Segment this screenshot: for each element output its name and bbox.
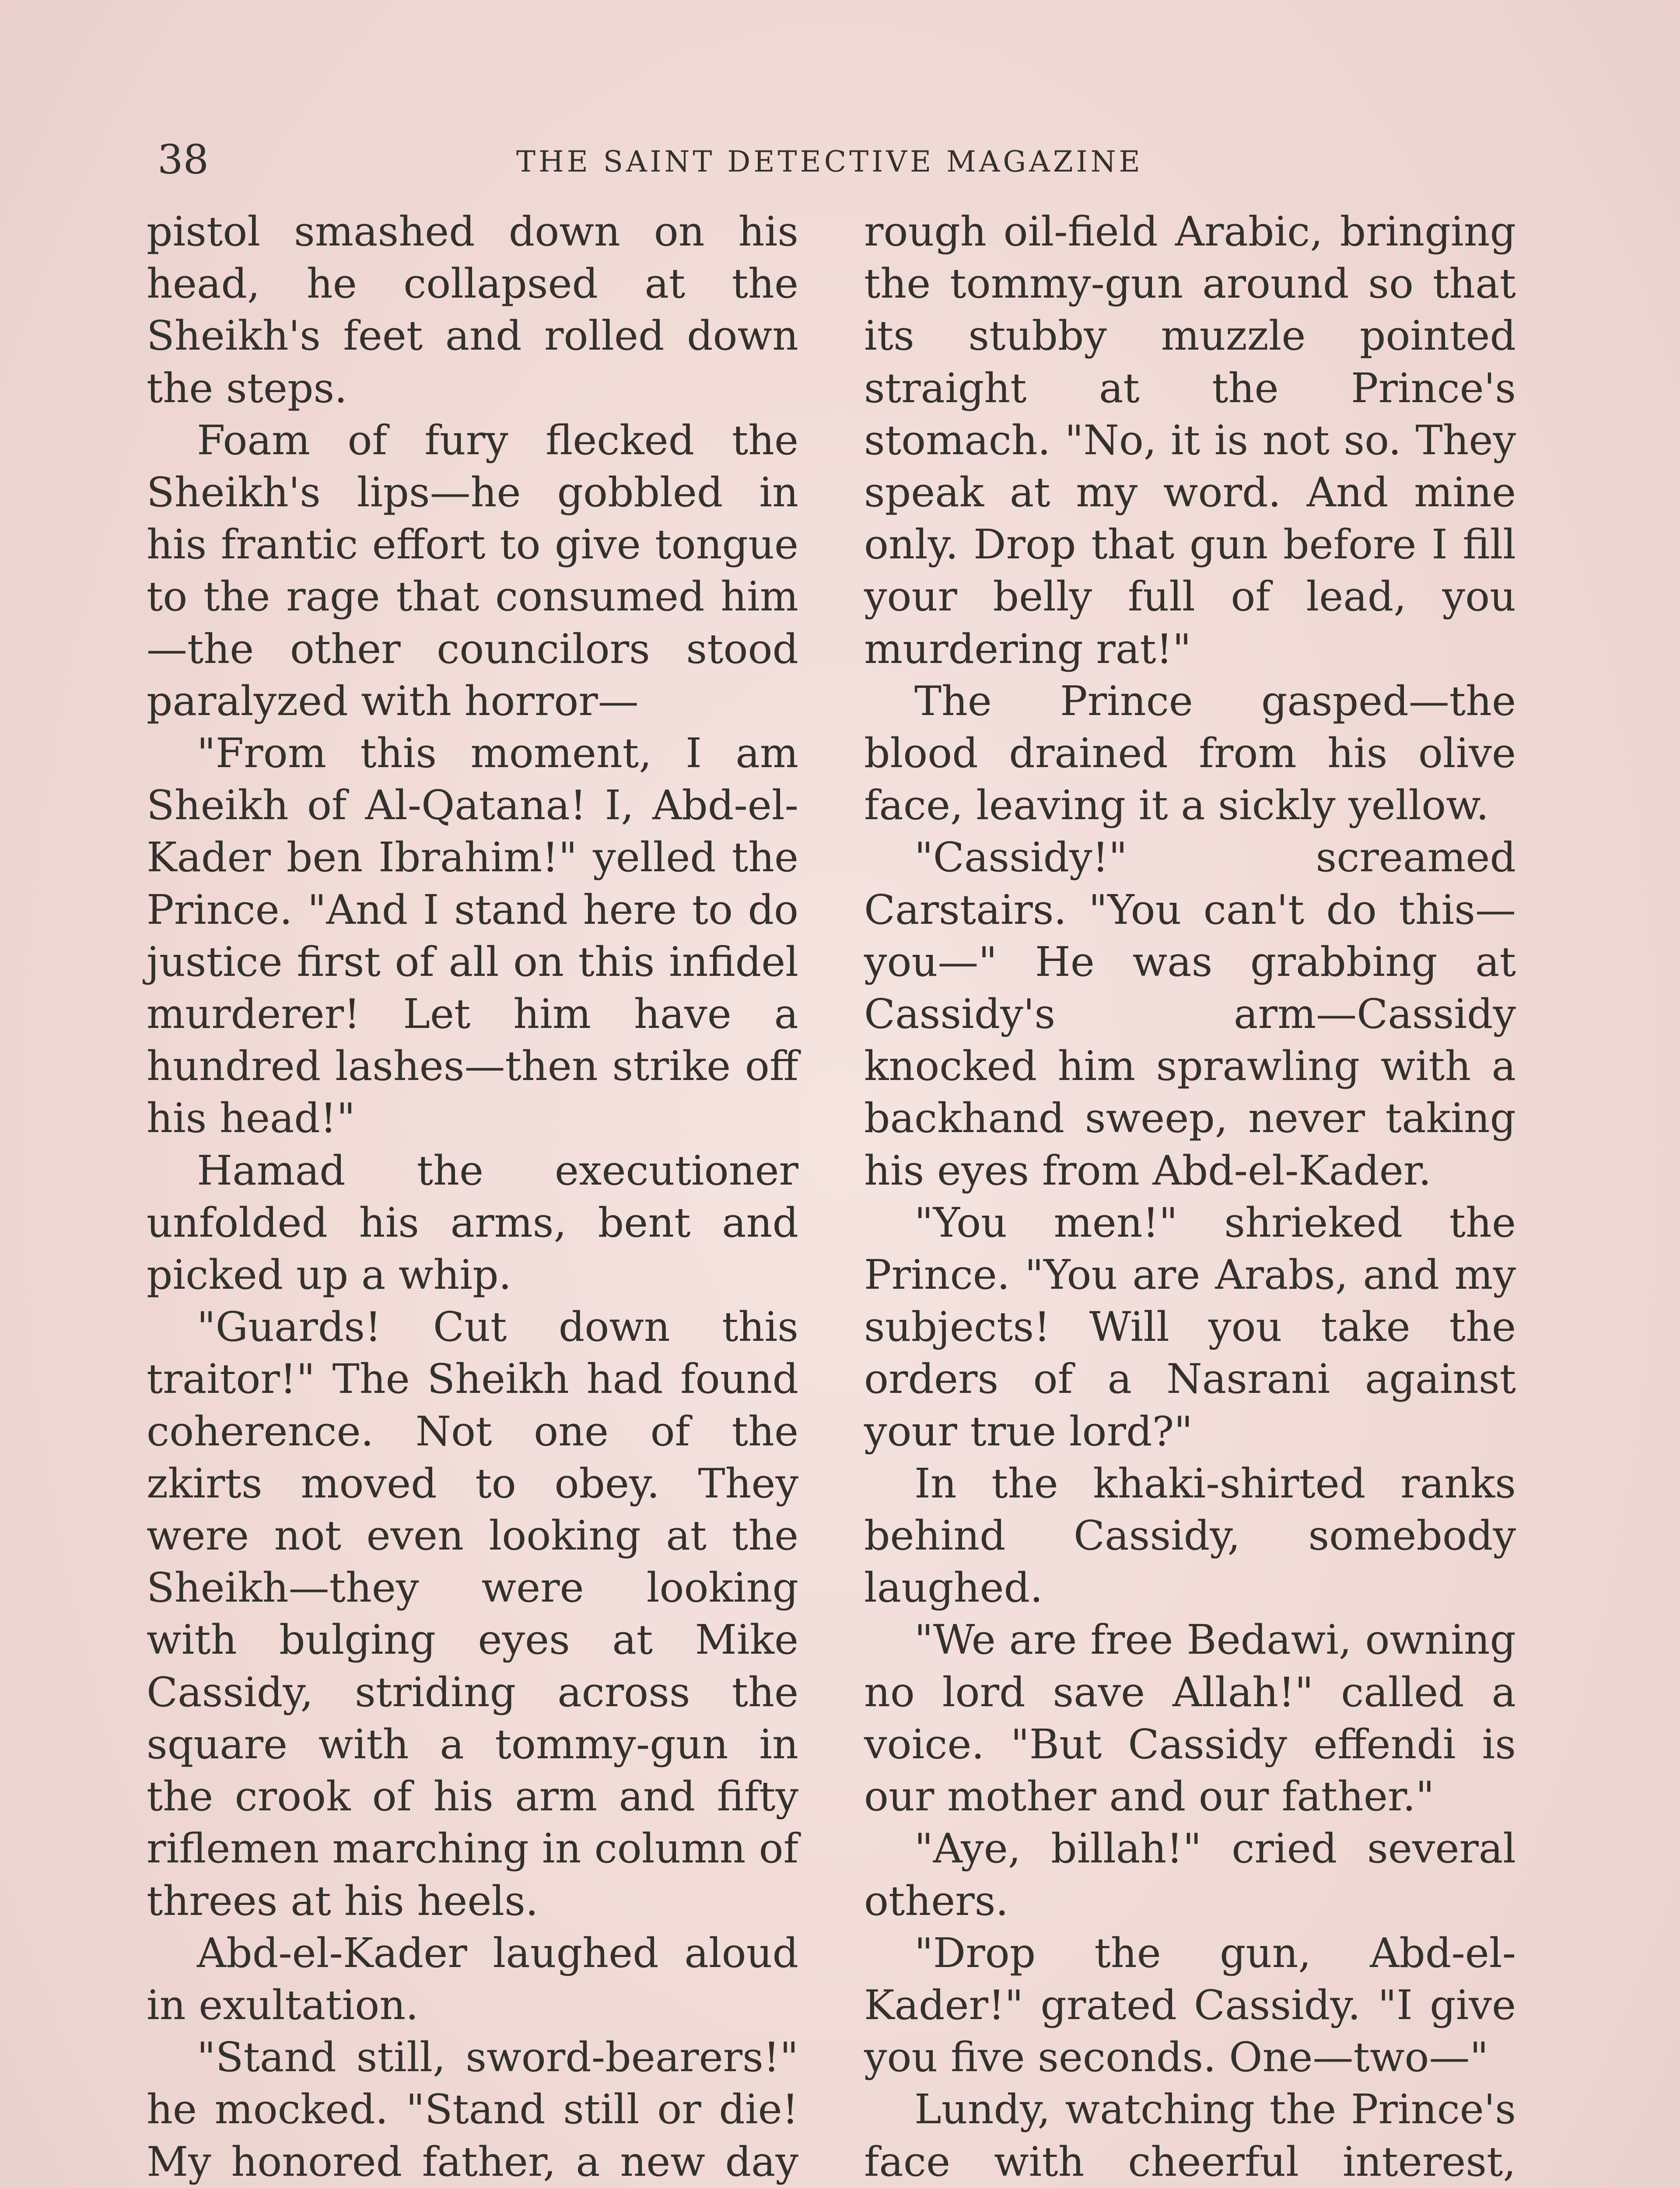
paragraph: "You men!" shrieked the Prince. "You are Arabs, and my subjects! Will you take the orders of a Nasrani against your true lord?"	[864, 1199, 1516, 1455]
paragraph: "Drop the gun, Abd-el-Kader!" grated Cassidy. "I give you five seconds. One—two—"	[864, 1929, 1516, 2081]
running-head: THE SAINT DETECTIVE MAGAZINE	[516, 145, 1143, 179]
page-header	[158, 133, 1540, 186]
paragraph: Lundy, watching the Prince's face with cheerful interest,	[864, 2086, 1516, 2185]
paragraph: Abd-el-Kader laughed aloud in exultation.	[147, 1929, 798, 2029]
paragraph: "Guards! Cut down this traitor!" The Sheikh had found coherence. Not one of the zkirts moved to obey. They were not even looking at the Sheikh—they were looking with bulging eyes at Mike Cassidy, striding across the square with a tommy-gun in the crook of his arm and fifty riflemen marching in column of threes at his heels.	[147, 1303, 798, 1925]
paragraph: "Aye, billah!" cried several others.	[864, 1825, 1516, 1925]
paragraph: rough oil-field Arabic, bringing the tommy-gun around so that its stubby muzzle pointed straight at the Prince's stomach. "No, it is not so. They speak at my word. And mine only. Drop that gun before I fill your belly full of lead, you murdering rat!"	[864, 208, 1516, 673]
right-column	[864, 206, 1516, 2188]
paragraph: The Prince gasped—the blood drained from his olive face, leaving it a sickly yellow.	[864, 677, 1516, 829]
paragraph: Foam of fury flecked the Sheikh's lips—he gobbled in his frantic effort to give tongue to the rage that consumed him—the other councilors stood paralyzed with horror—	[147, 416, 798, 725]
paragraph: pistol smashed down on his head, he collapsed at the Sheikh's feet and rolled down the steps.	[147, 208, 798, 412]
paragraph: "We are free Bedawi, owning no lord save Allah!" called a voice. "But Cassidy effendi is our mother and our father."	[864, 1616, 1516, 1820]
paragraph: "Cassidy!" screamed Carstairs. "You can't do this—you—" He was grabbing at Cassidy's arm—Cassidy knocked him sprawling with a backhand sweep, never taking his eyes from Abd-el-Kader.	[864, 834, 1516, 1194]
left-column	[147, 206, 798, 2188]
paragraph: Hamad the executioner unfolded his arms, bent and picked up a whip.	[147, 1147, 798, 1299]
paragraph: "From this moment, I am Sheikh of Al-Qatana! I, Abd-el-Kader ben Ibrahim!" yelled the Prince. "And I stand here to do justice first of all on this infidel murderer! Let him have a hundred lashes—then strike off his head!"	[147, 729, 798, 1142]
page-number: 38	[158, 136, 209, 183]
paragraph: "Stand still, sword-bearers!" he mocked. "Stand still or die! My honored father, a new day	[147, 2034, 798, 2185]
paragraph: In the khaki-shirted ranks behind Cassidy, somebody laughed.	[864, 1459, 1516, 1612]
